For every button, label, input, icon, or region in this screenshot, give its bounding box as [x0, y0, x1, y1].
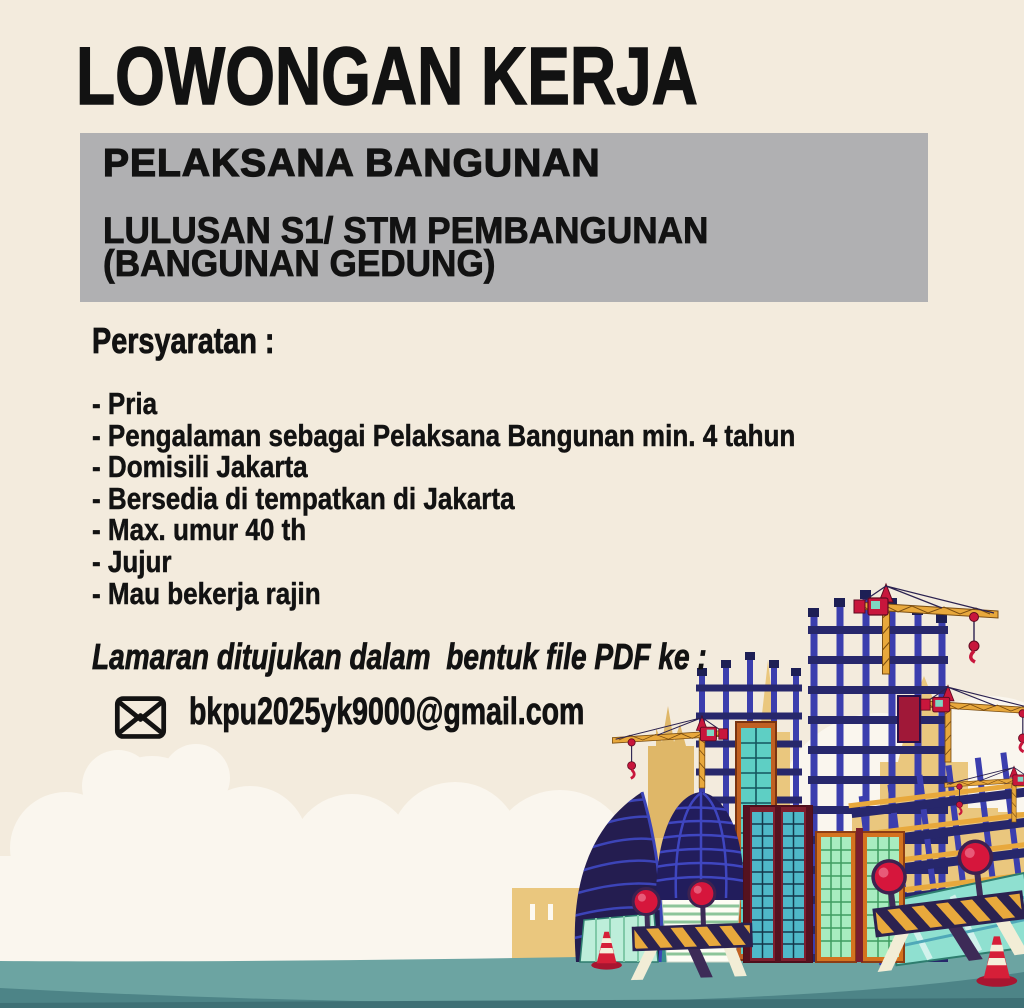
construction-illustration	[0, 556, 1024, 1008]
requirement-item: - Mau bekerja rajin	[92, 575, 321, 611]
position-qualification	[103, 210, 740, 284]
position-role: PELAKSANA BANGUNAN	[103, 142, 601, 185]
position-box	[80, 133, 928, 302]
requirement-item: - Pria	[92, 386, 158, 421]
requirement-item: - Domisili Jakarta	[92, 449, 308, 485]
requirements-list	[92, 388, 929, 609]
requirement-item: - Pengalaman sebagai Pelaksana Bangunan min. 4 tahun	[92, 417, 796, 453]
maroon-tower	[744, 806, 812, 962]
application-instruction: Lamaran ditujukan dalam bentuk file PDF ke :	[92, 636, 707, 677]
requirement-item: - Jujur	[92, 543, 172, 579]
requirements-heading: Persyaratan :	[92, 320, 275, 361]
requirement-item: - Max. umur 40 th	[92, 512, 307, 548]
application-email: bkpu2025yk9000@gmail.com	[189, 691, 585, 733]
qualification-line-1: LULUSAN S1/ STM PEMBANGUNAN	[103, 210, 709, 251]
envelope-icon	[114, 694, 167, 741]
requirement-item: - Bersedia di tempatkan di Jakarta	[92, 480, 515, 516]
poster-title: LOWONGAN KERJA	[76, 31, 698, 122]
qualification-line-2: (BANGUNAN GEDUNG)	[103, 243, 496, 284]
